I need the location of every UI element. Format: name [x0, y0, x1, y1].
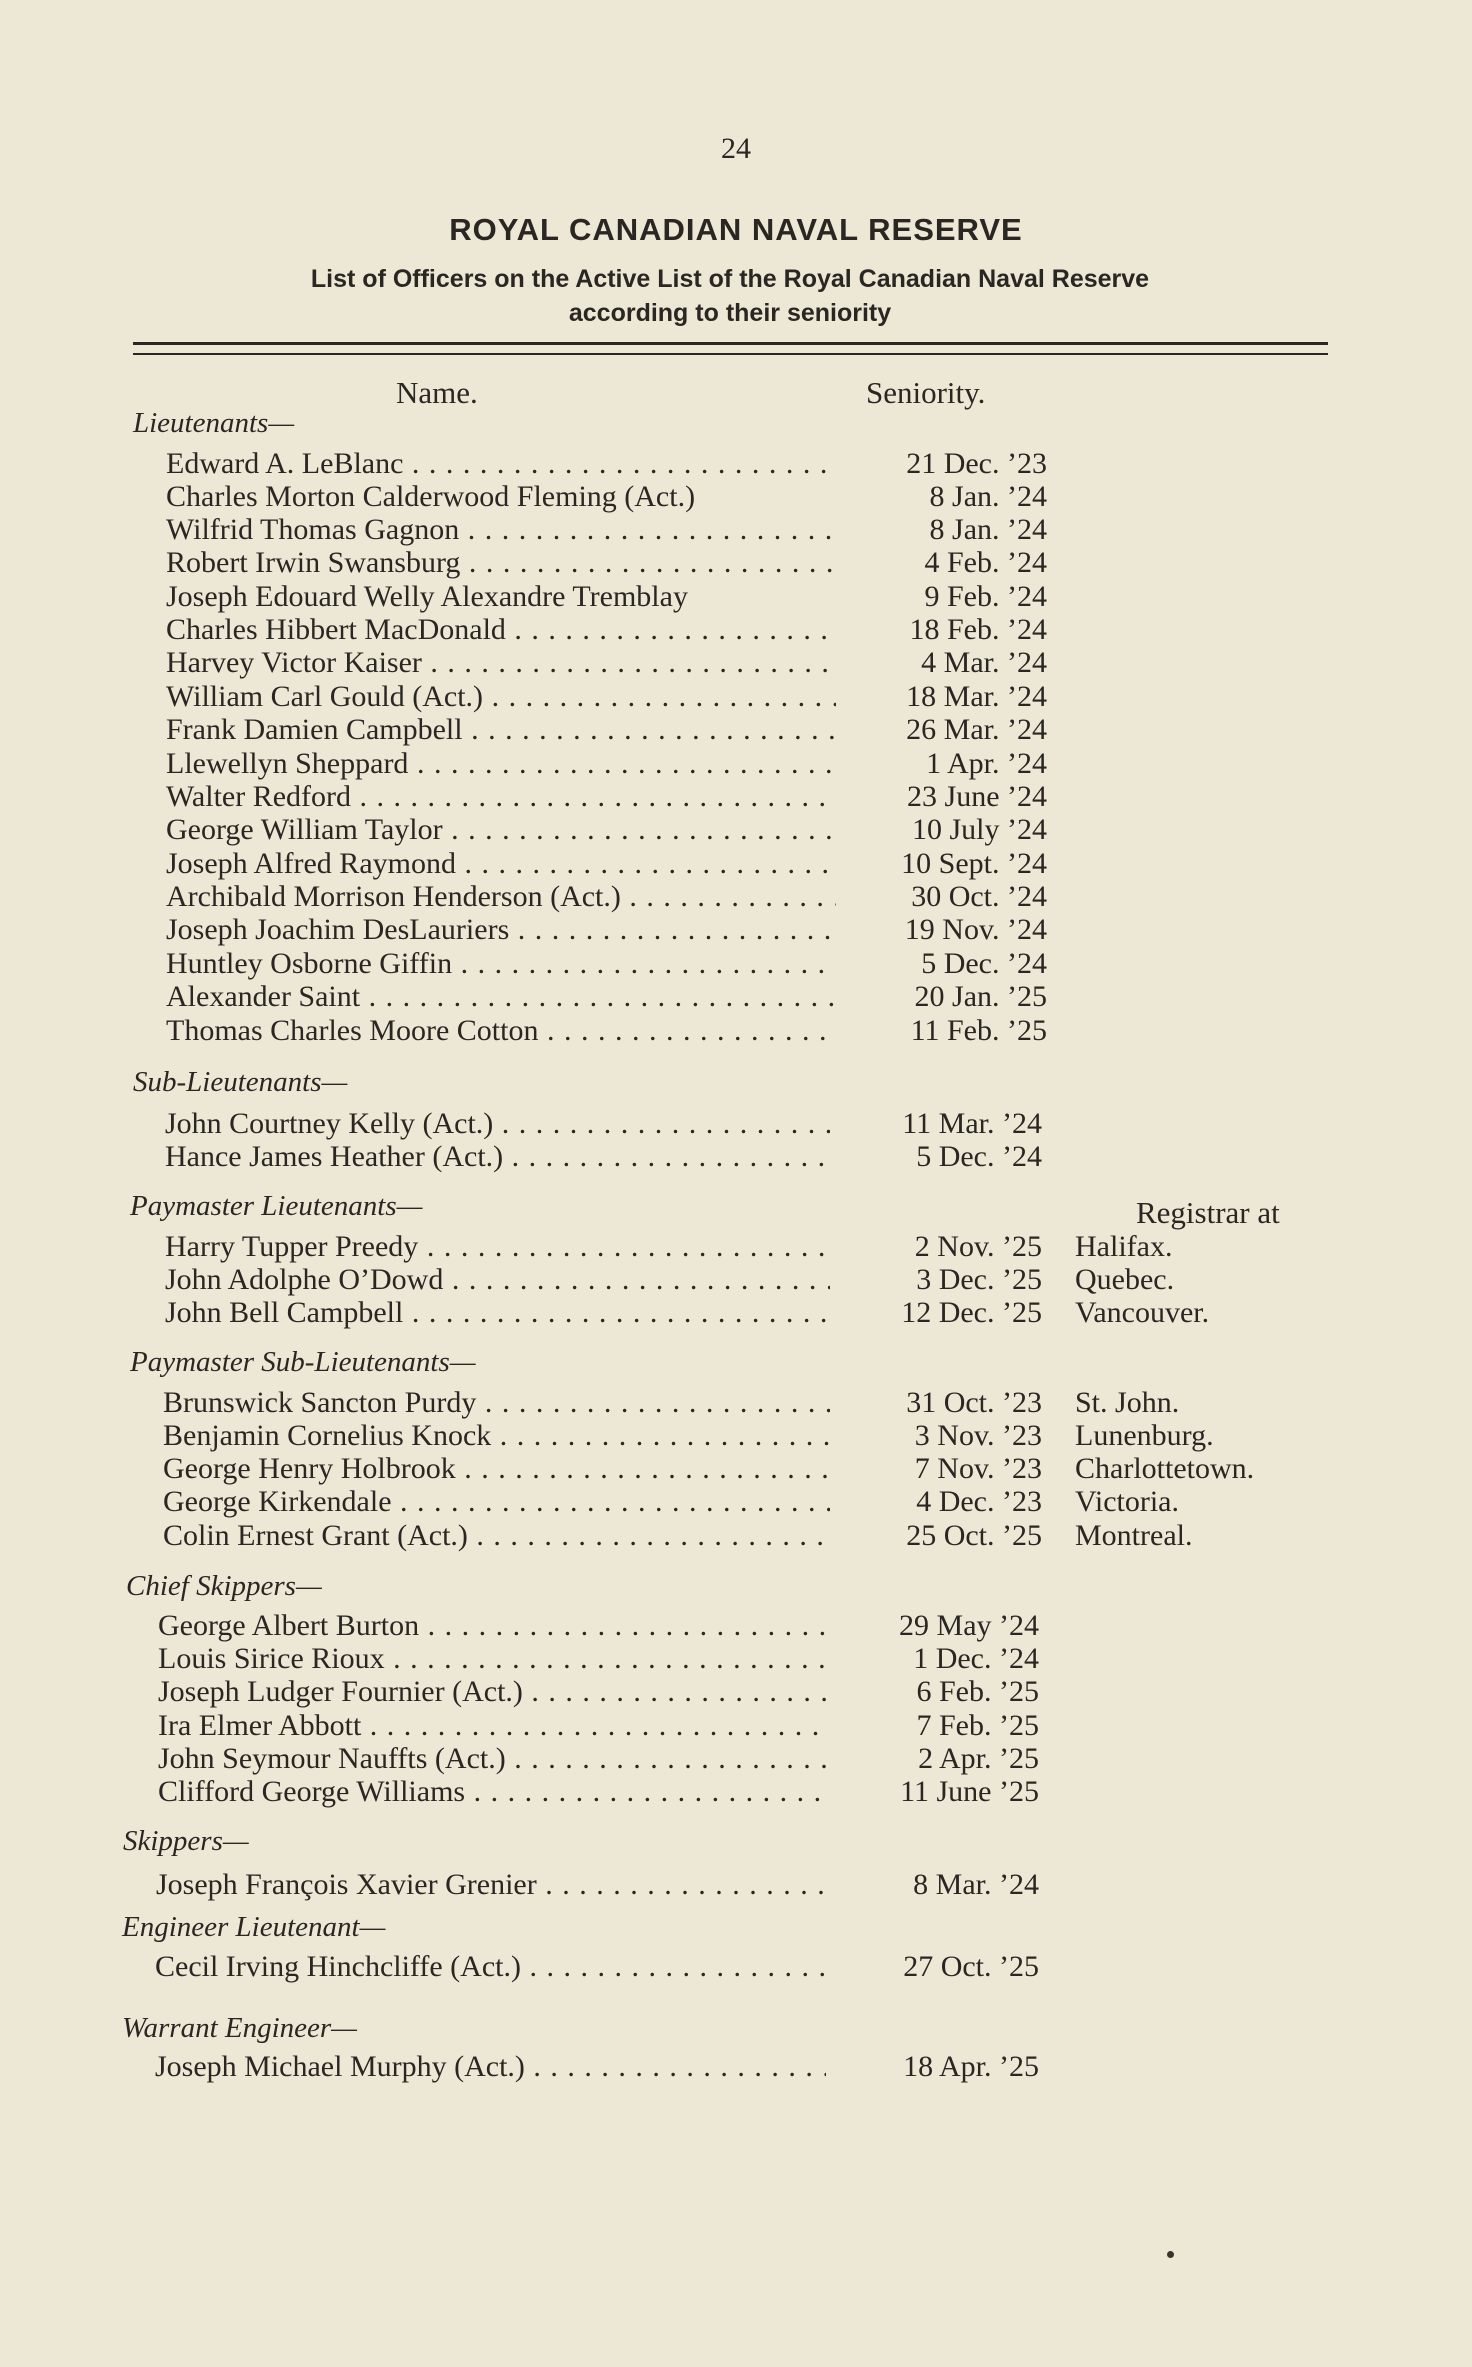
- seniority-date: 8 Jan. ’24: [929, 480, 1047, 513]
- officer-entry: [0, 1140, 1472, 1173]
- ink-spot: [1167, 2251, 1174, 2258]
- officer-entry: [0, 980, 1472, 1013]
- officer-entry: [0, 1107, 1472, 1140]
- officer-name: Colin Ernest Grant (Act.) . . .: [163, 1519, 830, 1552]
- seniority-date: 9 Feb. ’24: [924, 580, 1047, 613]
- seniority-date: 29 May ’24: [899, 1609, 1039, 1642]
- officer-name: Robert Irwin Swansburg . . .: [166, 546, 836, 579]
- officer-name: Huntley Osborne Giffin . . .: [166, 947, 836, 980]
- officer-name: Frank Damien Campbell . . .: [166, 713, 836, 746]
- officer-name: Wilfrid Thomas Gagnon . . .: [166, 513, 836, 546]
- officer-name: Joseph Ludger Fournier (Act.) . . .: [158, 1675, 826, 1708]
- officer-name: Joseph Alfred Raymond . . .: [166, 847, 836, 880]
- officer-name: Louis Sirice Rioux . . .: [158, 1642, 826, 1675]
- seniority-date: 1 Apr. ’24: [926, 747, 1047, 780]
- officer-entry: [0, 513, 1472, 546]
- seniority-date: 4 Mar. ’24: [921, 646, 1047, 679]
- officer-name: George Albert Burton . . .: [158, 1609, 826, 1642]
- seniority-date: 1 Dec. ’24: [913, 1642, 1039, 1675]
- officer-name: Harvey Victor Kaiser . . .: [166, 646, 836, 679]
- officer-entry: [0, 1452, 1472, 1485]
- officer-entry: [0, 1868, 1472, 1901]
- officer-name: George Kirkendale . . .: [163, 1485, 830, 1518]
- officer-entry: [0, 1386, 1472, 1419]
- registrar-location: Montreal.: [1075, 1519, 1193, 1552]
- officer-entry: [0, 1014, 1472, 1047]
- seniority-date: 31 Oct. ’23: [906, 1386, 1042, 1419]
- officer-entry: [0, 780, 1472, 813]
- officer-entry: [0, 680, 1472, 713]
- officer-entry: [0, 847, 1472, 880]
- officer-entry: [0, 580, 1472, 613]
- officer-name: Charles Morton Calderwood Fleming (Act.): [166, 480, 696, 513]
- subtitle-line-1: List of Officers on the Active List of the Royal Canadian Naval Reserve: [310, 265, 1150, 293]
- officer-name: John Bell Campbell . . .: [165, 1296, 830, 1329]
- officer-entry: [0, 813, 1472, 846]
- officer-entry: [0, 480, 1472, 513]
- officer-name: John Courtney Kelly (Act.) . . .: [165, 1107, 830, 1140]
- officer-name: Joseph Edouard Welly Alexandre Tremblay: [166, 580, 688, 613]
- officer-entry: [0, 880, 1472, 913]
- officer-name: Walter Redford . . .: [166, 780, 836, 813]
- seniority-date: 26 Mar. ’24: [906, 713, 1047, 746]
- officer-entry: [0, 913, 1472, 946]
- header-rule-thin: [133, 353, 1328, 355]
- seniority-date: 12 Dec. ’25: [901, 1296, 1042, 1329]
- officer-name: Joseph Michael Murphy (Act.) . . .: [155, 2050, 826, 2083]
- column-header-seniority: Seniority.: [866, 375, 986, 410]
- officer-entry: [0, 1709, 1472, 1742]
- officer-name: Edward A. LeBlanc . . .: [166, 447, 836, 480]
- header-rule-thick: [133, 342, 1328, 345]
- officer-entry: [0, 747, 1472, 780]
- seniority-date: 20 Jan. ’25: [914, 980, 1047, 1013]
- officer-name: John Seymour Nauffts (Act.) . . .: [158, 1742, 826, 1775]
- seniority-date: 27 Oct. ’25: [903, 1950, 1039, 1983]
- officer-entry: [0, 1519, 1472, 1552]
- section-heading-engineer-lieutenant: Engineer Lieutenant—: [122, 1911, 386, 1943]
- officer-entry: [0, 613, 1472, 646]
- section-heading-skippers: Skippers—: [123, 1825, 249, 1857]
- page-title: ROYAL CANADIAN NAVAL RESERVE: [449, 212, 1023, 247]
- seniority-date: 11 Mar. ’24: [902, 1107, 1042, 1140]
- officer-name: Hance James Heather (Act.) . . .: [165, 1140, 830, 1173]
- officer-name: Benjamin Cornelius Knock . . .: [163, 1419, 830, 1452]
- officer-entry: [0, 1675, 1472, 1708]
- page-subtitle: [130, 262, 1330, 330]
- seniority-date: 10 Sept. ’24: [901, 847, 1047, 880]
- seniority-date: 5 Dec. ’24: [921, 947, 1047, 980]
- seniority-date: 3 Dec. ’25: [916, 1263, 1042, 1296]
- officer-entry: [0, 1230, 1472, 1263]
- registrar-location: St. John.: [1075, 1386, 1180, 1419]
- section-heading-paymaster-lieutenants: Paymaster Lieutenants—: [130, 1190, 423, 1222]
- registrar-location: Charlottetown.: [1075, 1452, 1255, 1485]
- seniority-date: 11 June ’25: [900, 1775, 1039, 1808]
- officer-name: Thomas Charles Moore Cotton . . .: [166, 1014, 836, 1047]
- registrar-location: Halifax.: [1075, 1230, 1173, 1263]
- registrar-location: Lunenburg.: [1075, 1419, 1214, 1452]
- officer-name: George William Taylor . . .: [166, 813, 836, 846]
- officer-entry: [0, 947, 1472, 980]
- section-heading-sub-lieutenants: Sub-Lieutenants—: [133, 1066, 348, 1098]
- officer-name: Cecil Irving Hinchcliffe (Act.) . . .: [155, 1950, 826, 1983]
- officer-name: Harry Tupper Preedy . . .: [165, 1230, 830, 1263]
- officer-name: Charles Hibbert MacDonald . . .: [166, 613, 836, 646]
- officer-name: Alexander Saint . . .: [166, 980, 836, 1013]
- officer-entry: [0, 1263, 1472, 1296]
- section-heading-chief-skippers: Chief Skippers—: [126, 1570, 322, 1602]
- officer-name: Brunswick Sancton Purdy . . .: [163, 1386, 830, 1419]
- registrar-location: Victoria.: [1075, 1485, 1179, 1518]
- column-header-name: Name.: [396, 375, 478, 410]
- officer-entry: [0, 2050, 1472, 2083]
- officer-name: Llewellyn Sheppard . . .: [166, 747, 836, 780]
- officer-entry: [0, 1419, 1472, 1452]
- seniority-date: 10 July ’24: [912, 813, 1047, 846]
- seniority-date: 18 Apr. ’25: [903, 2050, 1039, 2083]
- officer-name: Clifford George Williams . . .: [158, 1775, 826, 1808]
- seniority-date: 6 Feb. ’25: [916, 1675, 1039, 1708]
- subtitle-line-2: according to their seniority: [568, 299, 892, 327]
- officer-entry: [0, 1642, 1472, 1675]
- officer-entry: [0, 1296, 1472, 1329]
- officer-name: John Adolphe O’Dowd . . .: [165, 1263, 830, 1296]
- officer-name: Joseph Joachim DesLauriers . . .: [166, 913, 836, 946]
- seniority-date: 7 Feb. ’25: [916, 1709, 1039, 1742]
- seniority-date: 8 Jan. ’24: [929, 513, 1047, 546]
- seniority-date: 23 June ’24: [907, 780, 1047, 813]
- seniority-date: 11 Feb. ’25: [910, 1014, 1047, 1047]
- officer-entry: [0, 546, 1472, 579]
- seniority-date: 2 Nov. ’25: [914, 1230, 1042, 1263]
- seniority-date: 5 Dec. ’24: [916, 1140, 1042, 1173]
- seniority-date: 7 Nov. ’23: [914, 1452, 1042, 1485]
- seniority-date: 18 Feb. ’24: [909, 613, 1047, 646]
- officer-entry: [0, 1485, 1472, 1518]
- seniority-date: 25 Oct. ’25: [906, 1519, 1042, 1552]
- seniority-date: 19 Nov. ’24: [904, 913, 1047, 946]
- section-heading-paymaster-sub-lieutenants: Paymaster Sub-Lieutenants—: [130, 1346, 476, 1378]
- officer-name: Archibald Morrison Henderson (Act.) . . .: [166, 880, 836, 913]
- seniority-date: 4 Dec. ’23: [916, 1485, 1042, 1518]
- officer-name: Joseph François Xavier Grenier . . .: [156, 1868, 826, 1901]
- officer-name: Ira Elmer Abbott . . .: [158, 1709, 826, 1742]
- registrar-location: Vancouver.: [1075, 1296, 1210, 1329]
- seniority-date: 3 Nov. ’23: [914, 1419, 1042, 1452]
- page-number: 24: [721, 132, 751, 165]
- officer-name: George Henry Holbrook . . .: [163, 1452, 830, 1485]
- officer-name: William Carl Gould (Act.) . . .: [166, 680, 836, 713]
- seniority-date: 4 Feb. ’24: [924, 546, 1047, 579]
- registrar-location: Quebec.: [1075, 1263, 1175, 1296]
- seniority-date: 8 Mar. ’24: [913, 1868, 1039, 1901]
- officer-entry: [0, 713, 1472, 746]
- seniority-date: 2 Apr. ’25: [918, 1742, 1039, 1775]
- seniority-date: 18 Mar. ’24: [906, 680, 1047, 713]
- section-heading-lieutenants: Lieutenants—: [133, 407, 295, 439]
- section-heading-warrant-engineer: Warrant Engineer—: [122, 2012, 357, 2044]
- column-header-registrar: Registrar at: [1136, 1195, 1280, 1230]
- officer-entry: [0, 447, 1472, 480]
- officer-entry: [0, 1742, 1472, 1775]
- officer-entry: [0, 1775, 1472, 1808]
- seniority-date: 30 Oct. ’24: [911, 880, 1047, 913]
- officer-entry: [0, 1950, 1472, 1983]
- seniority-date: 21 Dec. ’23: [906, 447, 1047, 480]
- officer-entry: [0, 1609, 1472, 1642]
- officer-entry: [0, 646, 1472, 679]
